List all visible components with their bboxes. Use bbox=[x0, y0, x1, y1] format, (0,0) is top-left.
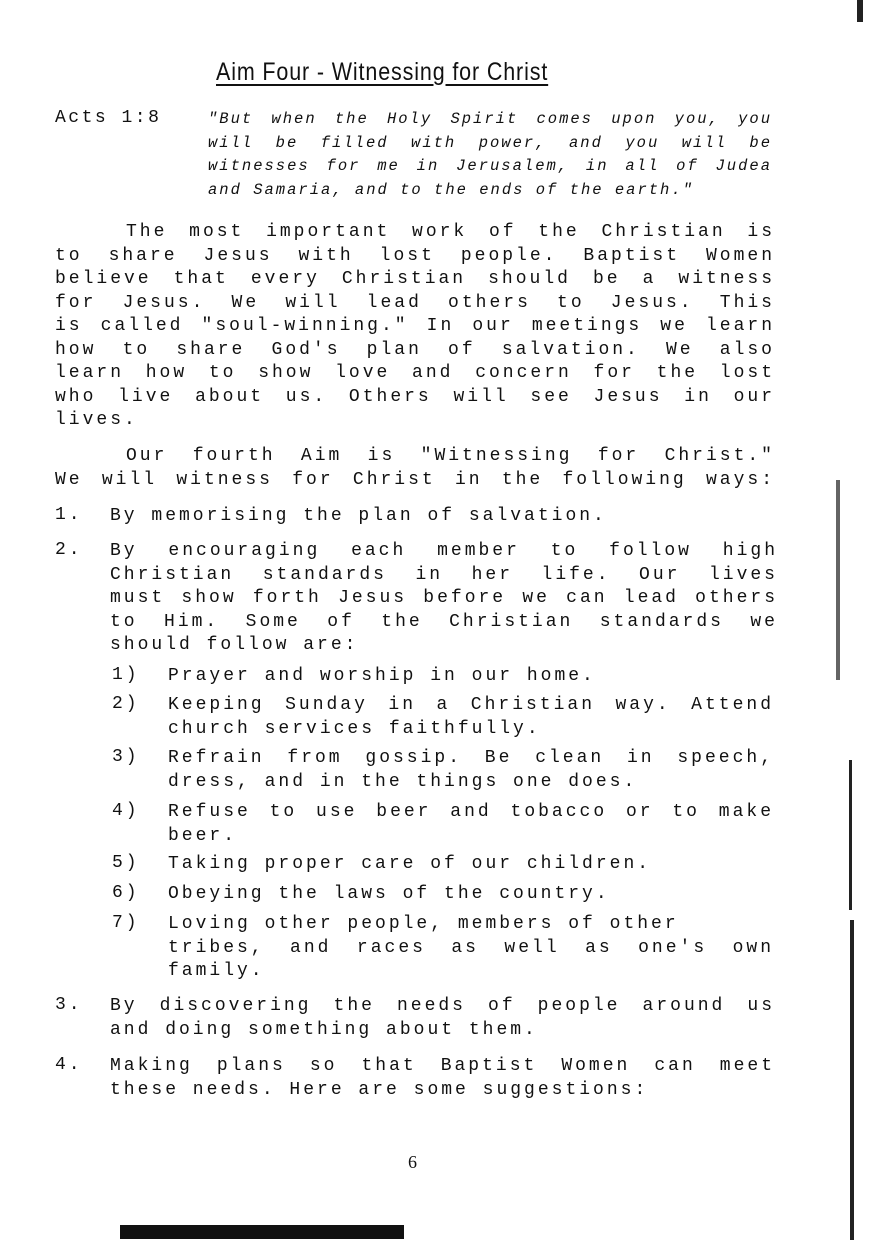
page-title: Aim Four - Witnessing for Christ bbox=[215, 58, 549, 86]
text-line: We will witness for Christ in the following ways: bbox=[55, 469, 775, 490]
text-line: By memorising the plan of salvation. bbox=[110, 506, 607, 526]
text-line: and doing something about them. bbox=[110, 1019, 538, 1040]
list-item bbox=[110, 540, 778, 658]
text-line: lives. bbox=[55, 410, 138, 430]
text-line: dress, and in the things one does. bbox=[168, 771, 638, 792]
sub-list-item bbox=[168, 913, 774, 984]
text-line: to share Jesus with lost people. Baptist Women bbox=[55, 245, 775, 266]
text-line: must show forth Jesus before we can lead others bbox=[110, 588, 778, 608]
text-line: Refuse to use beer and tobacco or to make bbox=[168, 802, 774, 822]
item-number: 1. bbox=[55, 505, 83, 525]
sub-item-number: 1) bbox=[112, 665, 140, 685]
text-line: Prayer and worship in our home. bbox=[168, 666, 596, 686]
text-line: beer. bbox=[168, 825, 238, 846]
text-line: Loving other people, members of other bbox=[168, 914, 679, 934]
text-line: Making plans so that Baptist Women can meet bbox=[110, 1056, 775, 1076]
scan-edge-mark bbox=[850, 920, 854, 1240]
sub-item-number: 6) bbox=[112, 883, 140, 903]
text-line: Keeping Sunday in a Christian way. Attend bbox=[168, 695, 774, 715]
sub-list-item bbox=[168, 665, 774, 689]
sub-list-item bbox=[168, 694, 774, 741]
scan-edge-mark bbox=[857, 0, 863, 22]
quote-line: "But when the Holy Spirit comes upon you, you bbox=[208, 110, 772, 128]
scripture-reference: Acts 1:8 bbox=[55, 108, 162, 128]
text-line: By discovering the needs of people around us bbox=[110, 996, 775, 1016]
text-line: how to share God's plan of salvation. We also bbox=[55, 339, 775, 360]
text-line: Refrain from gossip. Be clean in speech, bbox=[168, 748, 774, 768]
scan-edge-mark bbox=[836, 480, 840, 680]
scripture-quote bbox=[208, 108, 772, 202]
text-line: is called "soul-winning." In our meetings we learn bbox=[55, 316, 775, 336]
list-item bbox=[110, 1055, 775, 1102]
text-line: By encouraging each member to follow high bbox=[110, 541, 778, 561]
sub-list-item bbox=[168, 801, 774, 848]
quote-line: will be filled with power, and you will be bbox=[208, 133, 772, 152]
text-line: Taking proper care of our children. bbox=[168, 854, 652, 874]
scan-edge-bar bbox=[120, 1225, 404, 1239]
sub-item-number: 2) bbox=[112, 694, 140, 714]
text-line: for Jesus. We will lead others to Jesus. This bbox=[55, 292, 775, 313]
text-line: The most important work of the Christian is bbox=[126, 222, 775, 242]
sub-list-item bbox=[168, 883, 774, 907]
sub-item-number: 5) bbox=[112, 853, 140, 873]
sub-item-number: 4) bbox=[112, 801, 140, 821]
text-line: these needs. Here are some suggestions: bbox=[110, 1079, 649, 1100]
paragraph-intro bbox=[55, 221, 775, 433]
text-line: Obeying the laws of the country. bbox=[168, 884, 610, 904]
item-number: 2. bbox=[55, 540, 83, 560]
item-number: 3. bbox=[55, 995, 83, 1015]
page-number: 6 bbox=[408, 1152, 417, 1172]
quote-line: and Samaria, and to the ends of the earth." bbox=[208, 180, 694, 199]
text-line: believe that every Christian should be a witness bbox=[55, 269, 775, 289]
text-line: who live about us. Others will see Jesus in our bbox=[55, 386, 775, 407]
text-line: should follow are: bbox=[110, 635, 359, 655]
quote-line: witnesses for me in Jerusalem, in all of Judea bbox=[208, 157, 772, 175]
text-line: tribes, and races as well as one's own bbox=[168, 937, 774, 958]
text-line: church services faithfully. bbox=[168, 718, 541, 739]
text-line: learn how to show love and concern for the lost bbox=[55, 363, 775, 383]
text-line: to Him. Some of the Christian standards we bbox=[110, 611, 778, 632]
item-number: 4. bbox=[55, 1055, 83, 1075]
list-item bbox=[110, 505, 775, 529]
list-item bbox=[110, 995, 775, 1042]
text-line: Our fourth Aim is "Witnessing for Christ." bbox=[126, 446, 775, 466]
scan-edge-mark bbox=[849, 760, 852, 910]
text-line: Christian standards in her life. Our lives bbox=[110, 564, 778, 585]
sub-item-number: 3) bbox=[112, 747, 140, 767]
sub-item-number: 7) bbox=[112, 913, 140, 933]
sub-list-item bbox=[168, 853, 774, 877]
paragraph-fourth-aim bbox=[55, 445, 775, 492]
sub-list-item bbox=[168, 747, 774, 794]
text-line: family. bbox=[168, 961, 265, 981]
